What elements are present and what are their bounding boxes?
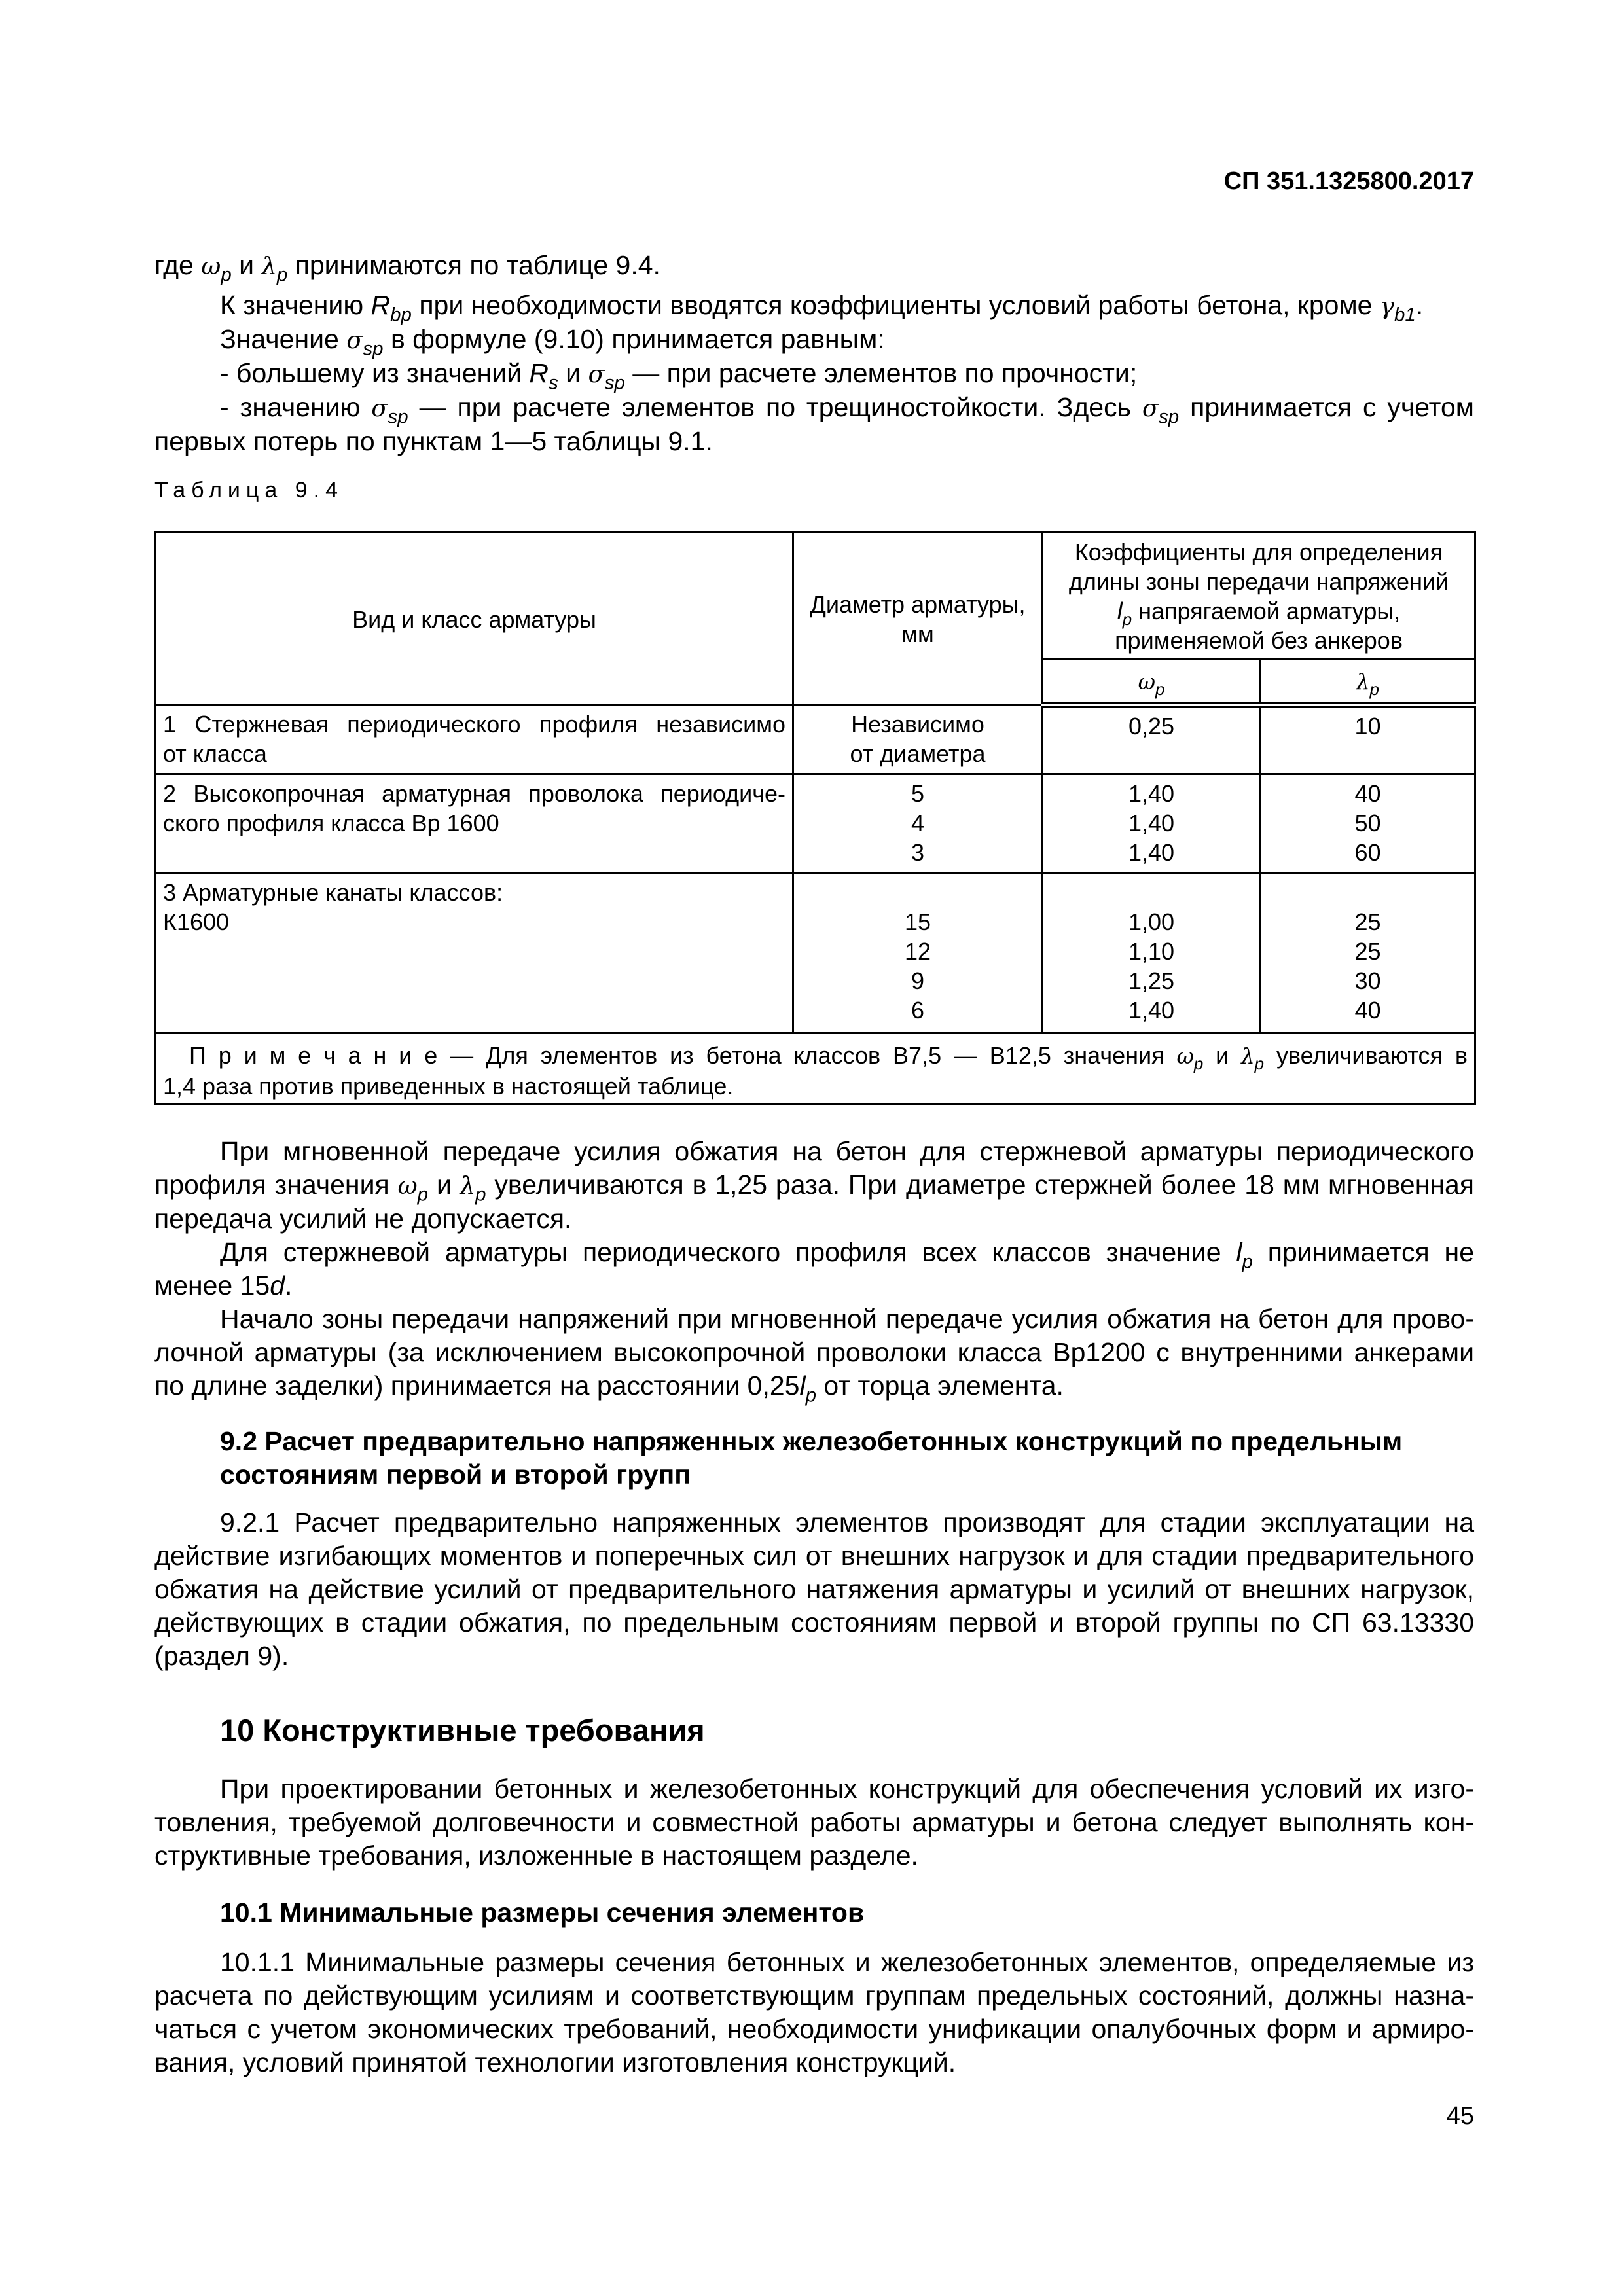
- text-line: [154, 1839, 1474, 1873]
- text-run: 15: [904, 908, 931, 935]
- text-line: [154, 1236, 1474, 1273]
- subscript: p: [1369, 680, 1379, 699]
- text-run: первых потерь по пунктам 1—5 таблицы 9.1.: [154, 426, 713, 456]
- text-line: [154, 1606, 1474, 1640]
- text-line: [154, 1168, 1475, 1206]
- variable: [270, 1270, 285, 1300]
- text-run: — при расчете элементов по трещиностойкости. Здесь: [408, 392, 1142, 422]
- text-run: передача усилий не допускается.: [154, 1204, 572, 1234]
- text-run: 10: [1354, 712, 1381, 740]
- text-line: [1268, 907, 1468, 937]
- text-run: при необходимости вводятся коэффициенты условий работы бетона, кроме: [411, 290, 1380, 320]
- text-line: [163, 907, 785, 937]
- text-line: [1268, 711, 1468, 741]
- text-line: [801, 838, 1035, 867]
- text-line: [163, 808, 785, 838]
- greek-symbol: [397, 1170, 429, 1206]
- symbol-base: l: [1236, 1237, 1242, 1267]
- text-line: [1050, 937, 1253, 966]
- symbol-base: σ: [588, 360, 605, 388]
- text-run: 12: [904, 938, 931, 965]
- text-run: 1,25: [1128, 967, 1175, 994]
- symbol-base: ω: [397, 1172, 418, 1200]
- paragraph: [154, 249, 1474, 286]
- text-run: напрягаемой арматуры,: [1132, 598, 1401, 624]
- variable: [529, 358, 558, 394]
- text-run: 25: [1354, 908, 1381, 935]
- text-line: [801, 878, 1035, 907]
- text-run: — при расчете элементов по прочности;: [624, 358, 1138, 388]
- table-9-4: [154, 531, 1476, 1105]
- subscript: sp: [363, 338, 384, 360]
- subscript: sp: [1159, 406, 1180, 428]
- text-line: [163, 1071, 1468, 1101]
- header-lambda: [1261, 659, 1475, 705]
- heading-line: состояниям первой и второй групп: [220, 1460, 691, 1490]
- text-run: При проектировании бетонных и железобетонных конструкций для обеспечения условий их изго-: [220, 1774, 1474, 1804]
- symbol-base: d: [270, 1270, 285, 1300]
- text-run: К1600: [163, 908, 230, 935]
- symbol-base: σ: [346, 326, 363, 354]
- section-10-1-heading: 10.1 Минимальные размеры сечения элементов: [220, 1897, 865, 1928]
- text-line: [1050, 626, 1468, 655]
- header-omega: [1043, 659, 1261, 705]
- paragraph: [154, 1772, 1474, 1873]
- text-line: [154, 1369, 1474, 1407]
- text-line: [154, 1135, 1474, 1168]
- symbol-base: ω: [201, 252, 221, 280]
- paragraph: [154, 323, 1474, 360]
- table-note-row: [156, 1033, 1475, 1105]
- text-run: 1 Стержневая периодического профиля независимо: [163, 711, 785, 738]
- variable: [1236, 1237, 1253, 1273]
- text-line: [154, 1640, 1474, 1673]
- subscript: p: [1254, 1055, 1265, 1074]
- text-run: 40: [1354, 997, 1381, 1024]
- text-run: .: [285, 1270, 293, 1300]
- table-row: [156, 705, 1475, 774]
- text-line: [154, 2013, 1474, 2046]
- text-line: [801, 739, 1035, 768]
- cell-omega: [1043, 705, 1261, 774]
- symbol-base: ω: [1138, 669, 1155, 694]
- header-coefficients: [1043, 533, 1475, 659]
- text-line: [1050, 996, 1253, 1025]
- paragraph: [154, 1236, 1474, 1302]
- text-line: [1268, 838, 1468, 867]
- paragraph: [154, 1135, 1474, 1236]
- text-run: увеличиваются в 1,25 раза. При диаметре стержней более 18 мм мгновенная: [486, 1170, 1475, 1200]
- text-line: [1050, 838, 1253, 867]
- text-run: 4: [911, 810, 925, 836]
- section-10-1-paragraph: [154, 1946, 1474, 2079]
- text-line: [1050, 808, 1253, 838]
- text-run: принимается не: [1252, 1237, 1474, 1267]
- text-run: 5: [911, 780, 925, 807]
- text-run: 0,25: [1128, 712, 1175, 740]
- subscript: p: [1242, 1251, 1253, 1273]
- section-10-heading: 10 Конструктивные требования: [220, 1713, 705, 1748]
- subscript: sp: [388, 406, 408, 428]
- cell-diameter: [793, 705, 1043, 774]
- text-run: и: [428, 1170, 460, 1200]
- text-run: 1,00: [1128, 908, 1175, 935]
- text-line: [163, 779, 785, 808]
- text-line: [801, 779, 1035, 808]
- variable: [799, 1371, 816, 1407]
- cell-type: [156, 774, 793, 873]
- text-run: в формуле (9.10) принимается равным:: [383, 324, 885, 354]
- subscript: sp: [604, 372, 625, 394]
- paragraph: [154, 289, 1474, 326]
- greek-symbol: [1176, 1042, 1204, 1074]
- section-10-paragraph: [154, 1772, 1474, 1873]
- subscript: p: [276, 264, 288, 286]
- text-run: длины зоны передачи напряжений: [1068, 568, 1449, 595]
- text-run: 3 Арматурные канаты классов:: [163, 879, 503, 906]
- cell-lambda: [1261, 774, 1475, 873]
- text-line: [154, 1979, 1474, 2013]
- text-line: [801, 907, 1035, 937]
- symbol-base: λ: [1356, 669, 1370, 694]
- text-line: [1050, 596, 1468, 630]
- greek-symbol: [201, 250, 232, 286]
- subscript: p: [1155, 680, 1165, 699]
- text-line: [1268, 996, 1468, 1025]
- text-run: и: [558, 358, 588, 388]
- text-line: [801, 996, 1035, 1025]
- paragraph: [154, 1302, 1474, 1407]
- text-run: действие изгибающих моментов и поперечных сил от внешних нагрузок и для стадии предварительного: [154, 1541, 1474, 1571]
- text-line: [154, 1302, 1474, 1336]
- text-run: 9.2.1 Расчет предварительно напряженных элементов производят для стадии эксплуатации на: [220, 1507, 1474, 1537]
- text-line: [1050, 907, 1253, 937]
- paragraph: [154, 1946, 1474, 2079]
- text-line: [163, 709, 785, 739]
- text-run: лочной арматуры (за исключением высокопрочной проволоки класса Вр1200 с внутренними анкерами: [154, 1337, 1474, 1367]
- text-line: [1050, 567, 1468, 596]
- subscript: p: [805, 1384, 816, 1407]
- greek-symbol: [1241, 1042, 1265, 1074]
- text-run: обжатия на действие усилий от предварительного натяжения арматуры и усилий от внешних нагрузок,: [154, 1574, 1474, 1604]
- text-run: 2 Высокопрочная арматурная проволока периодиче-: [163, 780, 785, 807]
- text-line: [1268, 878, 1468, 907]
- text-run: применяемой без анкеров: [1115, 627, 1403, 654]
- text-run: от диаметра: [850, 740, 986, 767]
- text-run: 40: [1354, 780, 1381, 807]
- text-line: [1050, 966, 1253, 996]
- text-line: [154, 289, 1474, 326]
- text-run: профиля значения: [154, 1170, 398, 1200]
- text-run: расчета по действующим усилиям и соответствующим группам предельных состояний, должны назна-: [154, 1981, 1474, 2011]
- text-run: менее 15: [154, 1270, 270, 1300]
- text-run: 1,40: [1128, 780, 1175, 807]
- text-run: 25: [1354, 938, 1381, 965]
- symbol-base: R: [529, 358, 549, 388]
- intro-text: [154, 249, 1474, 458]
- subscript: p: [1193, 1055, 1204, 1074]
- cell-omega: [1043, 873, 1261, 1033]
- section-9-2-heading: [154, 1425, 1540, 1492]
- greek-symbol: [460, 1170, 486, 1206]
- cell-diameter: [793, 873, 1043, 1033]
- text-line: [154, 1946, 1474, 1979]
- symbol-base: λ: [460, 1172, 476, 1200]
- page-number: 45: [1446, 2102, 1474, 2130]
- text-run: увеличиваются в: [1264, 1042, 1468, 1069]
- header-diameter-line: Диаметр арматуры,: [810, 591, 1026, 618]
- text-line: [154, 1806, 1474, 1839]
- header-type: Вид и класс арматуры: [156, 533, 793, 705]
- text-run: 1,40: [1128, 839, 1175, 866]
- cell-omega: [1043, 774, 1261, 873]
- subscript: p: [417, 1183, 429, 1206]
- table-note: [156, 1033, 1475, 1105]
- text-line: [154, 425, 1474, 458]
- paragraph: [154, 391, 1474, 458]
- symbol-base: λ: [1241, 1044, 1255, 1069]
- text-line: [163, 878, 785, 907]
- text-run: 1,4 раза против приведенных в настоящей таблице.: [163, 1073, 734, 1100]
- heading-line: 9.2 Расчет предварительно напряженных железобетонных конструкций по предельным: [220, 1426, 1403, 1456]
- cell-type: [156, 873, 793, 1033]
- text-line: [1268, 966, 1468, 996]
- symbol-base: λ: [261, 252, 277, 280]
- text-run: При мгновенной передаче усилия обжатия на бетон для стержневой арматуры периодического: [220, 1136, 1474, 1166]
- text-run: по длине заделки) принимается на расстоянии 0,25: [154, 1371, 800, 1401]
- greek-symbol: [261, 250, 288, 286]
- text-run: Независимо: [851, 711, 984, 738]
- greek-symbol: [1379, 290, 1416, 326]
- cell-lambda: [1261, 705, 1475, 774]
- text-line: [1268, 808, 1468, 838]
- text-line: [154, 391, 1474, 428]
- text-line: [1050, 878, 1253, 907]
- text-run: - большему из значений: [220, 358, 530, 388]
- subscript: p: [1122, 611, 1132, 630]
- text-line: [163, 739, 785, 768]
- text-run: 9: [911, 967, 925, 994]
- text-run: К значению: [220, 290, 371, 320]
- text-run: 50: [1354, 810, 1381, 836]
- text-run: 6: [911, 997, 925, 1024]
- symbol-base: R: [370, 290, 391, 320]
- text-line: [154, 1336, 1474, 1369]
- symbol-base: l: [1117, 598, 1123, 624]
- table-row: [156, 774, 1475, 873]
- symbol-base: ω: [1176, 1044, 1194, 1069]
- text-run: 1,40: [1128, 810, 1175, 836]
- text-line: [154, 357, 1474, 394]
- text-line: [154, 1772, 1474, 1806]
- text-run: структивные требования, изложенные в настоящем разделе.: [154, 1840, 918, 1871]
- text-run: вания, условий принятой технологии изготовления конструкций.: [154, 2047, 956, 2077]
- text-run: 1,40: [1128, 997, 1175, 1024]
- cell-type: [156, 705, 793, 774]
- table-caption: Таблица 9.4: [154, 478, 344, 503]
- symbol-base: l: [799, 1371, 806, 1401]
- text-line: [1050, 537, 1468, 567]
- text-run: и: [1203, 1042, 1242, 1069]
- text-run: где: [154, 250, 202, 280]
- greek-symbol: [1142, 392, 1180, 428]
- paragraph: [154, 1506, 1474, 1673]
- text-run: принимается с учетом: [1179, 392, 1474, 422]
- greek-symbol: [1356, 668, 1379, 699]
- variable: [1117, 598, 1132, 630]
- text-run: действующих в стадии обжатия, по предельным состояниям первой и второй группы по СП 63.13330: [154, 1607, 1474, 1638]
- subscript: s: [549, 372, 558, 394]
- text-run: ского профиля класса Вр 1600: [163, 810, 499, 836]
- document-code-header: СП 351.1325800.2017: [1223, 168, 1474, 195]
- greek-symbol: [588, 358, 625, 394]
- text-line: [801, 709, 1035, 739]
- text-run: 3: [911, 839, 925, 866]
- text-run: Начало зоны передачи напряжений при мгновенной передаче усилия обжатия на бетон для прово-: [220, 1304, 1474, 1334]
- text-line: [1268, 937, 1468, 966]
- text-run: П р и м е ч а н и е — Для элементов из бетона классов В7,5 — В12,5 значения: [189, 1042, 1177, 1069]
- greek-symbol: [371, 392, 408, 428]
- symbol-base: σ: [371, 394, 388, 422]
- symbol-base: σ: [1142, 394, 1159, 422]
- symbol-base: γ: [1379, 292, 1394, 320]
- paragraph: [154, 357, 1474, 394]
- text-run: 30: [1354, 967, 1381, 994]
- cell-lambda: [1261, 873, 1475, 1033]
- section-9-2-paragraph: [154, 1506, 1474, 1673]
- header-diameter-unit: мм: [901, 620, 934, 647]
- subscript: b1: [1394, 304, 1416, 326]
- header-diameter: [793, 533, 1043, 705]
- text-line: [163, 1041, 1468, 1074]
- text-run: 1,10: [1128, 938, 1175, 965]
- text-line: [154, 1269, 1474, 1302]
- text-line: [801, 937, 1035, 966]
- transfer-text: [154, 1135, 1475, 1407]
- text-run: Коэффициенты для определения: [1074, 539, 1443, 565]
- text-line: [154, 1506, 1474, 1539]
- text-run: 10.1.1 Минимальные размеры сечения бетонных и железобетонных элементов, определяемые из: [220, 1947, 1474, 1977]
- text-run: принимаются по таблице 9.4.: [287, 250, 660, 280]
- text-line: [801, 808, 1035, 838]
- text-line: [154, 1573, 1474, 1606]
- text-run: и: [231, 250, 262, 280]
- text-run: Для стержневой арматуры периодического профиля всех классов значение: [220, 1237, 1236, 1267]
- text-run: товления, требуемой долговечности и совместной работы арматуры и бетона следует выполнять кон-: [154, 1807, 1474, 1837]
- text-run: (раздел 9).: [154, 1641, 289, 1671]
- text-line: [154, 1202, 1474, 1236]
- table-row: [156, 873, 1475, 1033]
- text-line: [1050, 779, 1253, 808]
- text-run: от класса: [163, 740, 267, 767]
- subscript: bp: [390, 304, 412, 326]
- text-run: 60: [1354, 839, 1381, 866]
- text-line: [154, 1539, 1474, 1573]
- text-line: [154, 249, 1474, 286]
- text-run: чаться с учетом экономических требований, необходимости унификации опалубочных форм и армиро-: [154, 2014, 1474, 2044]
- text-line: [154, 323, 1474, 360]
- text-line: [801, 966, 1035, 996]
- text-run: Значение: [220, 324, 347, 354]
- text-line: [1268, 779, 1468, 808]
- text-run: .: [1415, 290, 1424, 320]
- subscript: p: [475, 1183, 486, 1206]
- text-run: от торца элемента.: [816, 1371, 1064, 1401]
- subscript: p: [221, 264, 232, 286]
- text-line: [1050, 711, 1253, 741]
- cell-diameter: [793, 774, 1043, 873]
- text-line: [154, 2046, 1474, 2079]
- text-run: - значению: [220, 392, 372, 422]
- greek-symbol: [346, 324, 384, 360]
- greek-symbol: [1138, 668, 1165, 699]
- variable: [370, 290, 412, 326]
